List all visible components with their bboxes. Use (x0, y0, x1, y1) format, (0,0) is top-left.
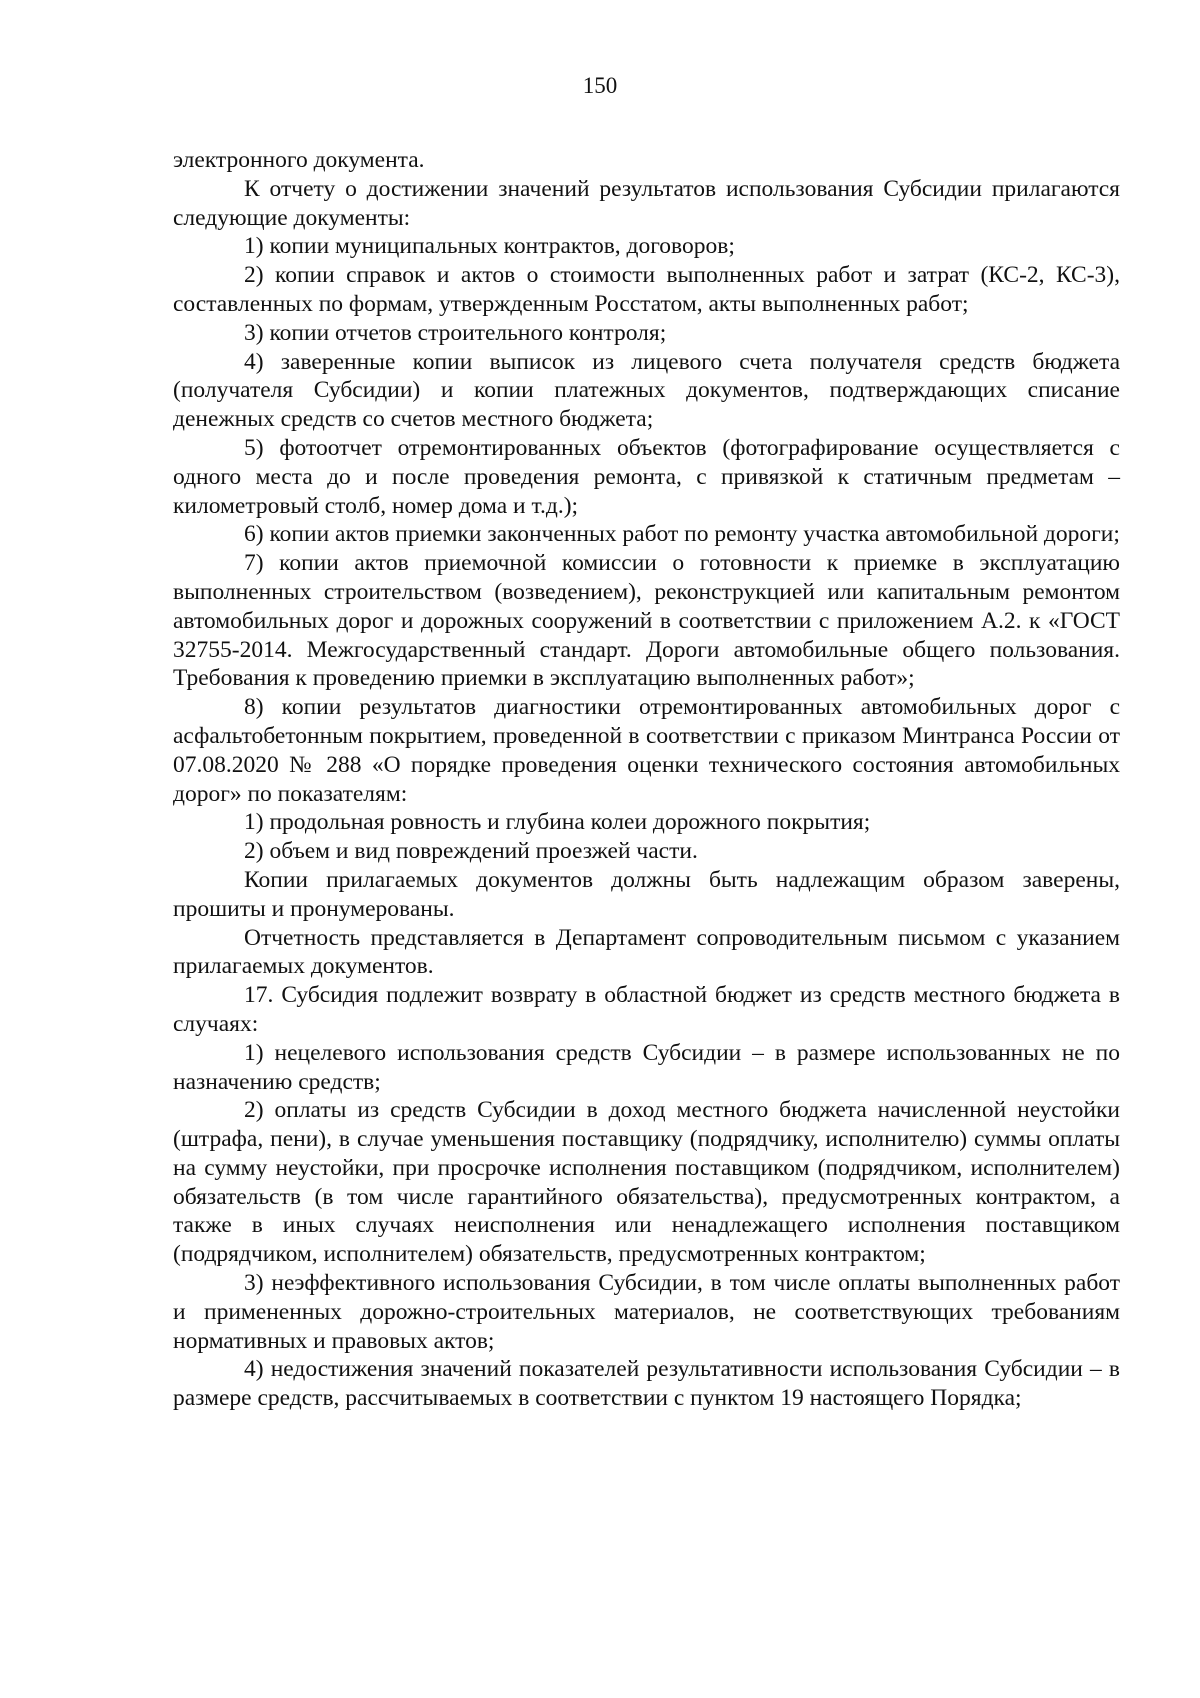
page-number: 150 (582, 73, 618, 98)
list-item: 5) фотоотчет отремонтированных объектов (фотографирование осуществляется с одного места до и после проведения ремонта, с привязкой к статичным предметам – километровый столб, номер дома и т.д.); (173, 434, 1120, 519)
paragraph: Копии прилагаемых документов должны быть надлежащим образом заверены, прошиты и пронумерованы. (173, 866, 1120, 922)
list-item: 2) копии справок и актов о стоимости выполненных работ и затрат (КС-2, КС-3), составленных по формам, утвержденным Росстатом, акты выполненных работ; (173, 262, 1120, 317)
document-body (173, 146, 1120, 1413)
paragraph: К отчету о достижении значений результатов использования Субсидии прилагаются следующие документы: (173, 175, 1120, 231)
list-item: 4) недостижения значений показателей результативности использования Субсидии – в размере средств, рассчитываемых в соответствии с пунктом 19 настоящего Порядка; (173, 1356, 1120, 1412)
paragraph: электронного документа. (173, 147, 425, 173)
list-item: 1) копии муниципальных контрактов, договоров; (244, 233, 735, 260)
paragraph: Отчетность представляется в Департамент сопроводительным письмом с указанием прилагаемых документов. (173, 924, 1120, 980)
list-item: 8) копии результатов диагностики отремонтированных автомобильных дорог с асфальтобетонным покрытием, проведенной в соответствии с приказом Минтранса России от 07.08.2020 № 288 «О порядке проведения оценки технического состояния автомобильных дорог» по показателям: (173, 694, 1120, 807)
list-item: 2) объем и вид повреждений проезжей части. (244, 838, 698, 865)
list-item: 2) оплаты из средств Субсидии в доход местного бюджета начисленной неустойки (штрафа, пени), в случае уменьшения поставщику (подрядчику, исполнителю) суммы оплаты на сумму неустойки, при просрочке исполнения поставщиком (подрядчиком, исполнителем) обязательств (в том числе гарантийного обязательства), предусмотренных контрактом, а также в иных случаях неисполнения или ненадлежащего исполнения поставщиком (подрядчиком, исполнителем) обязательств, предусмотренных контрактом; (173, 1097, 1120, 1268)
section-paragraph: 17. Субсидия подлежит возврату в областной бюджет из средств местного бюджета в случаях: (173, 982, 1120, 1037)
list-item: 1) нецелевого использования средств Субсидии – в размере использованных не по назначению средств; (173, 1039, 1120, 1095)
list-item: 3) неэффективного использования Субсидии, в том числе оплаты выполненных работ и примененных дорожно-строительных материалов, не соответствующих требованиям нормативных и правовых актов; (173, 1270, 1120, 1354)
list-item: 3) копии отчетов строительного контроля; (244, 319, 667, 346)
list-item: 1) продольная ровность и глубина колеи дорожного покрытия; (244, 809, 871, 836)
list-item: 7) копии актов приемочной комиссии о готовности к приемке в эксплуатацию выполненных строительством (возведением), реконструкцией или капитальным ремонтом автомобильных дорог и дорожных сооружений в соответствии с приложением А.2. к «ГОСТ 32755-2014. Межгосударственный стандарт. Дороги автомобильные общего пользования. Требования к проведению приемки в эксплуатацию выполненных работ»; (173, 550, 1120, 692)
list-item: 6) копии актов приемки законченных работ по ремонту участка автомобильной дороги; (244, 521, 1120, 548)
list-item: 4) заверенные копии выписок из лицевого счета получателя средств бюджета (получателя Субсидии) и копии платежных документов, подтверждающих списание денежных средств со счетов местного бюджета; (173, 348, 1120, 433)
